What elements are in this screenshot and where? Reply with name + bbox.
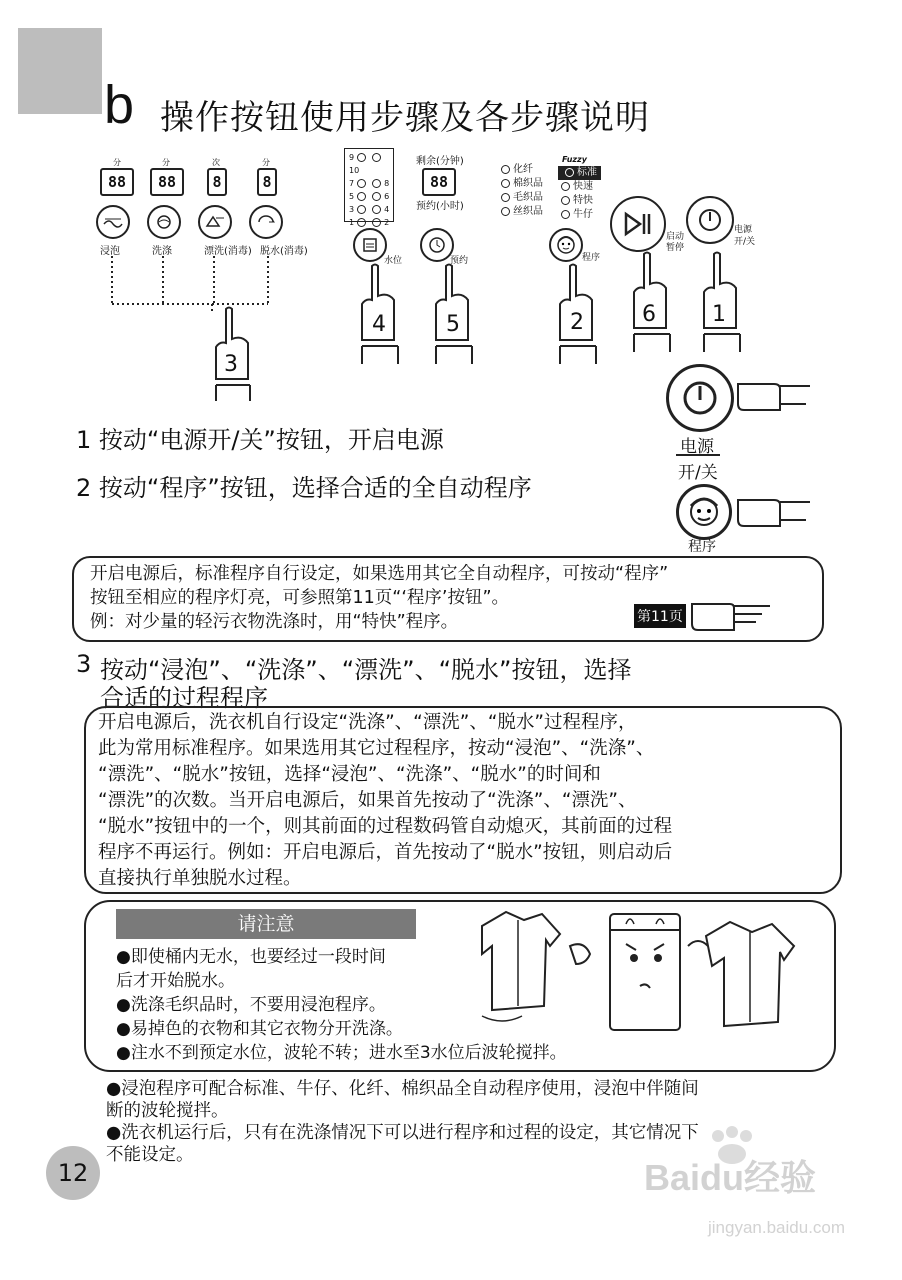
- process-info-line: 开启电源后，洗衣机自行设定“洗涤”、“漂洗”、“脱水”过程程序，: [98, 712, 637, 733]
- program-item: 特快: [573, 195, 593, 206]
- step-1: 1 按动“电源开/关”按钮，开启电源: [76, 426, 444, 454]
- level-num: 5: [349, 192, 355, 201]
- hand-pointing-icon: [736, 490, 812, 532]
- display-unit: 分: [162, 158, 170, 167]
- page-number: 12: [46, 1146, 100, 1200]
- remaining-label: 剩余(分钟): [416, 156, 464, 167]
- power-icon: [697, 207, 723, 233]
- fabric-item: 化纤: [513, 164, 533, 175]
- display-unit: 次: [212, 158, 220, 167]
- dotted-connector: [100, 256, 300, 316]
- hand-number: 5: [446, 312, 460, 337]
- rinse-display: 8: [207, 168, 227, 196]
- power-button[interactable]: [686, 196, 734, 244]
- hand-number: 6: [642, 302, 656, 327]
- program-info-line: 按钮至相应的程序灯亮，可参照第11页“‘程序’按钮”。: [90, 588, 510, 608]
- process-info-line: 直接执行单独脱水过程。: [98, 868, 302, 889]
- program-item: 标准: [577, 167, 597, 178]
- reserve-label: 预约: [450, 256, 469, 266]
- display-unit: 分: [113, 158, 121, 167]
- face-icon: [555, 234, 577, 256]
- program-item: 牛仔: [573, 209, 593, 220]
- corner-tab: [18, 28, 102, 114]
- watermark-url: jingyan.baidu.com: [708, 1218, 846, 1237]
- start-pause-label: 启动暂停: [666, 232, 685, 253]
- footnote: ●浸泡程序可配合标准、牛仔、化纤、棉织品全自动程序使用，浸泡中伴随间: [106, 1079, 699, 1099]
- notice-item: ●即使桶内无水，也要经过一段时间: [116, 947, 386, 967]
- remaining-display: 88: [422, 168, 456, 196]
- spin-icon: [255, 214, 277, 230]
- wash-icon: [153, 214, 175, 230]
- program-button[interactable]: [549, 228, 583, 262]
- level-num: 8: [384, 179, 390, 188]
- power-label: 电源开/关: [734, 225, 756, 247]
- footnote: 断的波轮搅拌。: [106, 1101, 229, 1121]
- spin-label: 脱水(消毒): [260, 246, 308, 257]
- notice-item: ●洗涤毛织品时，不要用浸泡程序。: [116, 995, 386, 1015]
- program-info-line: 开启电源后，标准程序自行设定，如果选用其它全自动程序，可按动“程序”: [90, 564, 669, 584]
- wash-display: 88: [150, 168, 184, 196]
- hand-pointing-icon: [736, 374, 812, 416]
- spin-display: 8: [257, 168, 277, 196]
- process-info-line: 程序不再运行。例如：开启电源后，首先按动了“脱水”按钮，则启动后: [98, 842, 673, 863]
- level-num: 10: [349, 166, 360, 175]
- level-num: 1: [349, 218, 355, 227]
- fabric-item: 棉织品: [513, 178, 543, 189]
- hand-number: 4: [372, 312, 386, 337]
- process-info-line: “漂洗”、“脱水”按钮，选择“浸泡”、“洗涤”、“脱水”的时间和: [98, 764, 601, 785]
- reserve-button[interactable]: [420, 228, 454, 262]
- level-num: 6: [384, 192, 390, 201]
- face-icon: [686, 494, 722, 530]
- program-item: 快速: [573, 181, 593, 192]
- step-3-line: 合适的过程程序: [100, 684, 268, 712]
- level-num: 3: [349, 205, 355, 214]
- level-num: 7: [349, 179, 355, 188]
- process-info-line: “漂洗”的次数。当开启电源后，如果首先按动了“洗涤”、“漂洗”、: [98, 790, 637, 811]
- spin-button[interactable]: [249, 205, 283, 239]
- level-num: 4: [384, 205, 390, 214]
- level-num: 9: [349, 153, 355, 162]
- display-unit: 分: [262, 158, 270, 167]
- hand-number: 3: [224, 352, 238, 377]
- washing-machine-illustration: [462, 906, 822, 1040]
- water-level-label: 水位: [384, 256, 403, 266]
- water-level-button[interactable]: [353, 228, 387, 262]
- page-ref-tag: 第11页: [634, 604, 686, 628]
- program-list: [558, 166, 601, 222]
- watermark-logo: Baidu经验: [644, 1157, 817, 1198]
- wash-label: 洗涤: [152, 246, 172, 257]
- fabric-item: 丝织品: [513, 206, 543, 217]
- hand-number: 1: [712, 302, 726, 327]
- rinse-label: 漂洗(消毒): [204, 246, 252, 257]
- program-side-label: 程序: [688, 539, 716, 555]
- hand-number: 2: [570, 310, 584, 335]
- wash-button[interactable]: [147, 205, 181, 239]
- rinse-icon: [204, 214, 226, 230]
- notice-item: 后才开始脱水。: [116, 971, 235, 991]
- fabric-list: [498, 163, 543, 219]
- process-info-line: “脱水”按钮中的一个，则其前面的过程数码管自动熄灭，其前面的过程: [98, 816, 673, 837]
- notice-title: 请注意: [116, 909, 416, 939]
- program-info-line: 例：对少量的轻污衣物洗涤时，用“特快”程序。: [90, 612, 459, 632]
- footnote: ●洗衣机运行后，只有在洗涤情况下可以进行程序和过程的设定，其它情况下: [106, 1123, 699, 1143]
- hand-pointing-icon: [690, 598, 772, 634]
- play-pause-icon: [623, 211, 653, 237]
- footnote: 不能设定。: [106, 1145, 194, 1165]
- soak-button[interactable]: [96, 205, 130, 239]
- process-info-line: 此为常用标准程序。如果选用其它过程程序，按动“浸泡”、“洗涤”、: [98, 738, 655, 759]
- rinse-button[interactable]: [198, 205, 232, 239]
- notice-item: ●注水不到预定水位，波轮不转；进水至3水位后波轮搅拌。: [116, 1043, 567, 1063]
- water-level-indicator: [344, 148, 394, 227]
- soak-icon: [102, 214, 124, 230]
- level-num: 2: [384, 218, 390, 227]
- program-label: 程序: [582, 253, 601, 263]
- fabric-item: 毛织品: [513, 192, 543, 203]
- clock-icon: [428, 236, 446, 254]
- step-2: 2 按动“程序”按钮，选择合适的全自动程序: [76, 474, 532, 502]
- power-side-label-top: 电源: [680, 437, 714, 457]
- start-pause-button[interactable]: [610, 196, 666, 252]
- power-icon: [680, 378, 720, 418]
- step-3-number: 3: [76, 650, 92, 678]
- soak-label: 浸泡: [100, 246, 120, 257]
- divider: [676, 454, 720, 456]
- soak-display: 88: [100, 168, 134, 196]
- page-title: 操作按钮使用步骤及各步骤说明: [160, 98, 650, 138]
- notice-item: ●易掉色的衣物和其它衣物分开洗涤。: [116, 1019, 403, 1039]
- brand-logo: Fuzzy: [562, 155, 587, 164]
- step-3-line: 按动“浸泡”、“洗涤”、“漂洗”、“脱水”按钮，选择: [100, 656, 632, 684]
- reserve-time-label: 预约(小时): [416, 201, 464, 212]
- water-level-icon: [362, 237, 378, 253]
- power-side-label-bottom: 开/关: [678, 463, 718, 483]
- section-letter: b: [104, 75, 135, 135]
- power-side-icon: [666, 364, 734, 432]
- program-side-icon: [676, 484, 732, 540]
